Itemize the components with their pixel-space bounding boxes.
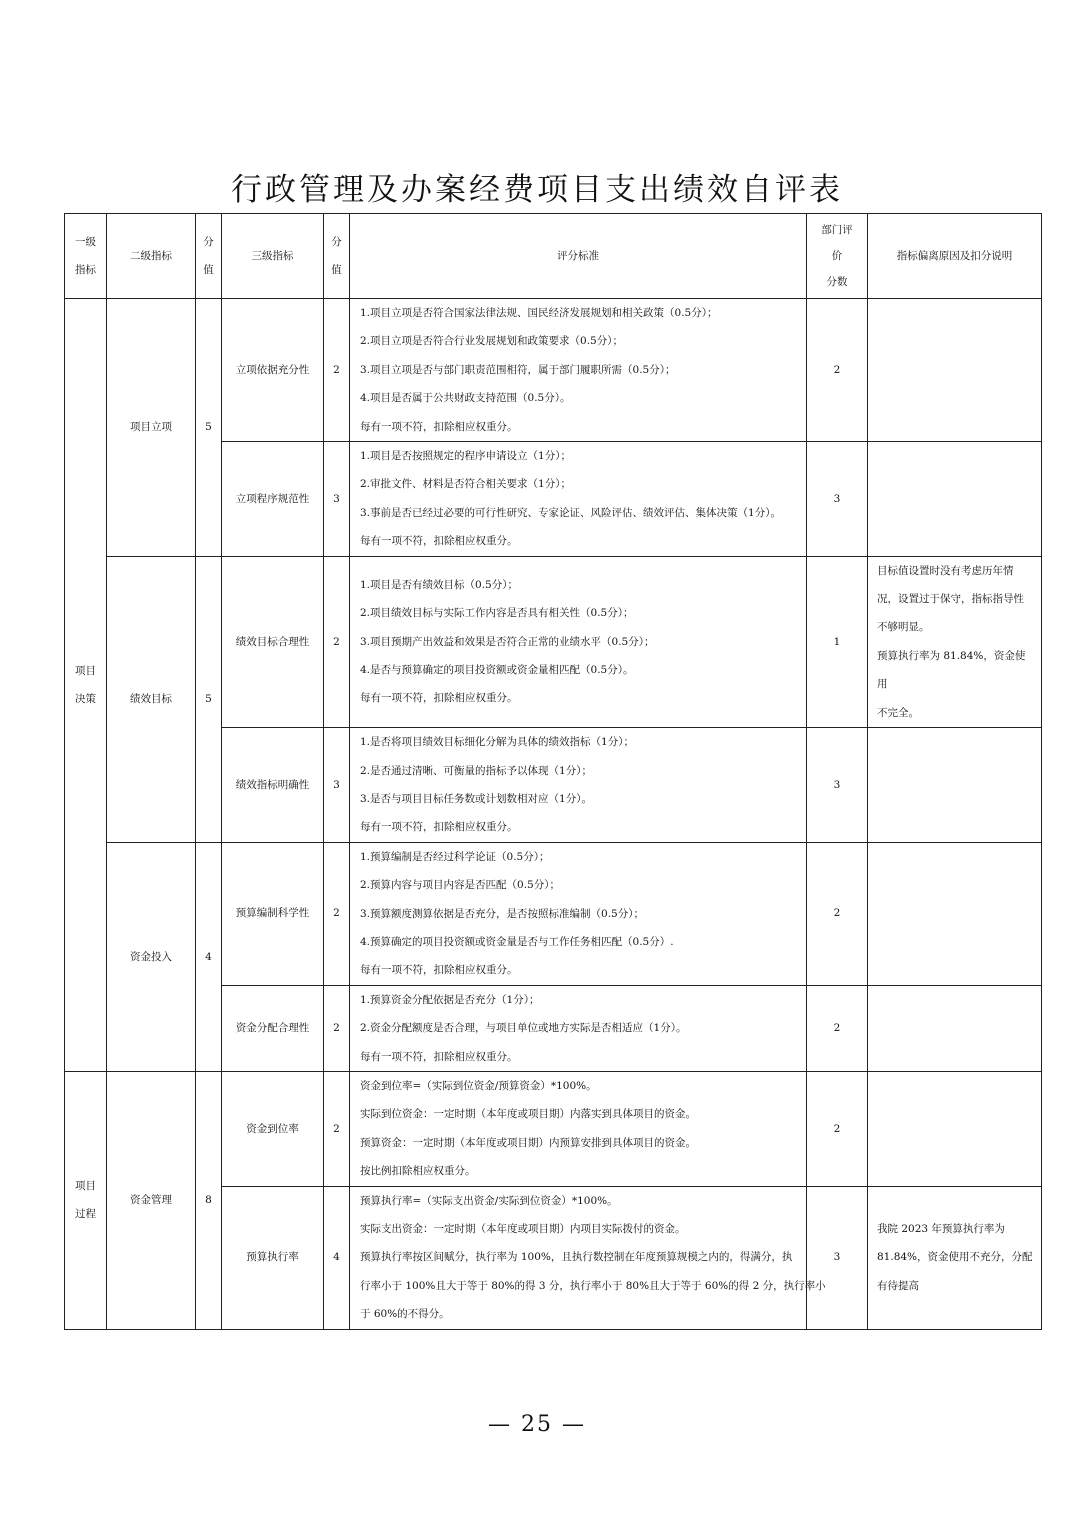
criteria-cell: 预算执行率=（实际支出资金/实际到位资金）*100%。 实际支出资金：一定时期（本年度或项目期）内项目实际拨付的资金。 预算执行率按区间赋分，执行率为 100%，且执行数控制在年度预算规模之内的，得满分，执 行率小于 100%且大于等于 80%的得 3 分，执行率小于 80%且大于等于 60%的得 2 分，执行率小 于 60%的不得分。	[350, 1186, 807, 1329]
dept-score: 2	[807, 985, 868, 1071]
dept-score: 3	[807, 728, 868, 843]
l3-score: 2	[324, 556, 350, 727]
l2-cell: 项目立项	[107, 299, 196, 557]
l2-cell: 绩效目标	[107, 556, 196, 842]
reason-cell	[868, 299, 1042, 442]
dept-score: 3	[807, 442, 868, 557]
l3-score: 2	[324, 1071, 350, 1186]
dept-score: 2	[807, 299, 868, 442]
header-score1: 分 值	[196, 214, 222, 299]
dept-score: 2	[807, 842, 868, 985]
l3-cell: 预算执行率	[222, 1186, 324, 1329]
l3-score: 2	[324, 985, 350, 1071]
reason-cell	[868, 442, 1042, 557]
criteria-cell: 1.项目是否按照规定的程序申请设立（1分）； 2.审批文件、材料是否符合相关要求（1分）； 3.事前是否已经过必要的可行性研究、专家论证、风险评估、绩效评估、集体决策（1分）。 每有一项不符，扣除相应权重分。	[350, 442, 807, 557]
dept-score: 3	[807, 1186, 868, 1329]
table-row	[65, 1071, 1042, 1186]
reason-cell	[868, 728, 1042, 843]
l3-cell: 立项程序规范性	[222, 442, 324, 557]
l1-cell: 项目 决策	[65, 299, 107, 1072]
l2-score: 4	[196, 842, 222, 1071]
l3-cell: 绩效目标合理性	[222, 556, 324, 727]
reason-cell	[868, 985, 1042, 1071]
criteria-cell: 1.预算资金分配依据是否充分（1分）； 2.资金分配额度是否合理，与项目单位或地方实际是否相适应（1分）。 每有一项不符，扣除相应权重分。	[350, 985, 807, 1071]
criteria-cell: 资金到位率=（实际到位资金/预算资金）*100%。 实际到位资金：一定时期（本年度或项目期）内落实到具体项目的资金。 预算资金：一定时期（本年度或项目期）内预算安排到具体项目的资金。 按比例扣除相应权重分。	[350, 1071, 807, 1186]
l2-score: 5	[196, 556, 222, 842]
evaluation-table	[64, 213, 1042, 1330]
header-score2: 分 值	[324, 214, 350, 299]
header-row	[65, 214, 1042, 299]
l3-cell: 立项依据充分性	[222, 299, 324, 442]
l3-cell: 资金到位率	[222, 1071, 324, 1186]
criteria-cell: 1.项目是否有绩效目标（0.5分）； 2.项目绩效目标与实际工作内容是否具有相关性（0.5分）； 3.项目预期产出效益和效果是否符合正常的业绩水平（0.5分）； 4.是否与预算确定的项目投资额或资金量相匹配（0.5分）。 每有一项不符，扣除相应权重分。	[350, 556, 807, 727]
table-row	[65, 299, 1042, 442]
l3-cell: 预算编制科学性	[222, 842, 324, 985]
l3-cell: 绩效指标明确性	[222, 728, 324, 843]
header-dept-score: 部门评 价 分数	[807, 214, 868, 299]
header-reason: 指标偏离原因及扣分说明	[868, 214, 1042, 299]
header-criteria: 评分标准	[350, 214, 807, 299]
l3-score: 3	[324, 728, 350, 843]
page-title: 行政管理及办案经费项目支出绩效自评表	[231, 172, 843, 208]
table-row	[65, 556, 1042, 727]
l3-score: 4	[324, 1186, 350, 1329]
criteria-cell: 1.是否将项目绩效目标细化分解为具体的绩效指标（1分）； 2.是否通过清晰、可衡量的指标予以体现（1分）； 3.是否与项目目标任务数或计划数相对应（1分）。 每有一项不符，扣除相应权重分。	[350, 728, 807, 843]
criteria-cell: 1.项目立项是否符合国家法律法规、国民经济发展规划和相关政策（0.5分）； 2.项目立项是否符合行业发展规划和政策要求（0.5分）； 3.项目立项是否与部门职责范围相符，属于部门履职所需（0.5分）； 4.项目是否属于公共财政支持范围（0.5分）。 每有一项不符，扣除相应权重分。	[350, 299, 807, 442]
header-l1: 一级 指标	[65, 214, 107, 299]
reason-cell: 目标值设置时没有考虑历年情 况，设置过于保守，指标指导性 不够明显。 预算执行率为 81.84%，资金使用 不完全。	[868, 556, 1042, 727]
l3-score: 3	[324, 442, 350, 557]
reason-cell	[868, 842, 1042, 985]
header-l3: 三级指标	[222, 214, 324, 299]
l2-score: 8	[196, 1071, 222, 1329]
criteria-cell: 1.预算编制是否经过科学论证（0.5分）； 2.预算内容与项目内容是否匹配（0.5分）； 3.预算额度测算依据是否充分，是否按照标准编制（0.5分）； 4.预算确定的项目投资额或资金量是否与工作任务相匹配（0.5分）. 每有一项不符，扣除相应权重分。	[350, 842, 807, 985]
l2-cell: 资金管理	[107, 1071, 196, 1329]
page-number: — 25 —	[488, 1412, 586, 1437]
dept-score: 2	[807, 1071, 868, 1186]
l2-cell: 资金投入	[107, 842, 196, 1071]
l1-cell: 项目 过程	[65, 1071, 107, 1329]
dept-score: 1	[807, 556, 868, 727]
reason-cell	[868, 1071, 1042, 1186]
l2-score: 5	[196, 299, 222, 557]
l3-score: 2	[324, 299, 350, 442]
l3-score: 2	[324, 842, 350, 985]
header-l2: 二级指标	[107, 214, 196, 299]
reason-cell: 我院 2023 年预算执行率为 81.84%，资金使用不充分，分配 有待提高	[868, 1186, 1042, 1329]
table-row	[65, 842, 1042, 985]
l3-cell: 资金分配合理性	[222, 985, 324, 1071]
